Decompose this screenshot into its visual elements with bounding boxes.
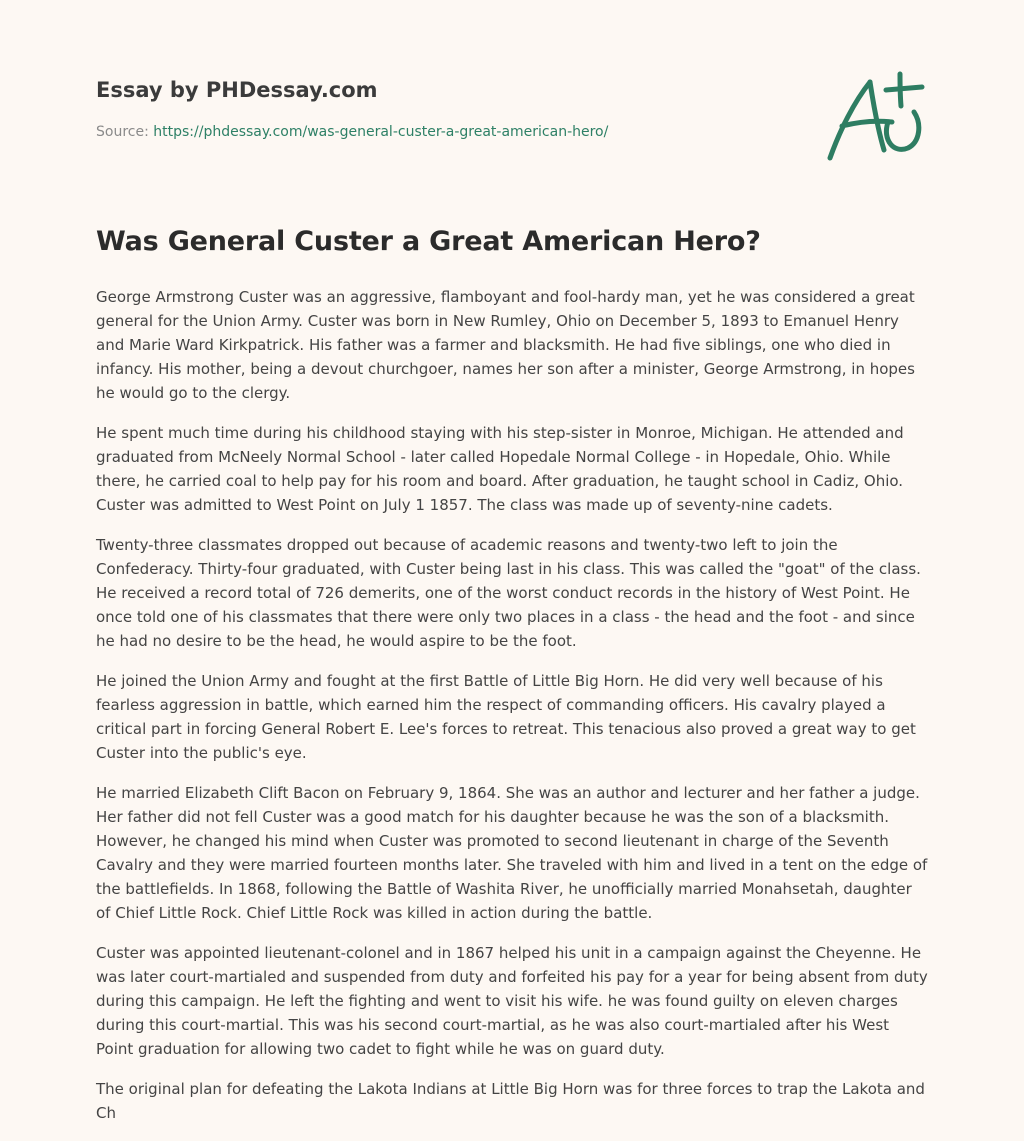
essay-paragraph: Custer was appointed lieutenant-colonel and in 1867 helped his unit in a campaign against the Cheyenne. He was later court-martialed and suspended from duty and forfeited his pay for a year for being absent from duty during this campaign. He left the fighting and went to visit his wife. he was found guilty on eleven charges during this court-martial. This was his second court-martial, as he was also court-martialed after his West Point graduation for allowing two cadet to fight while he was on guard duty. [96,944,928,1058]
essay-paragraph: He married Elizabeth Clift Bacon on February 9, 1864. She was an author and lecturer and her father a judge. Her father did not fell Custer was a good match for his daughter because he was the son of a blacksmith. However, he changed his mind when Custer was promoted to second lieutenant in charge of the Seventh Cavalry and they were married fourteen months later. She traveled with him and lived in a tent on the edge of the battlefields. In 1868, following the Battle of Washita River, he unofficially married Monahsetah, daughter of Chief Little Rock. Chief Little Rock was killed in action during the battle. [96,784,928,922]
essay-paragraph: George Armstrong Custer was an aggressive, flamboyant and fool-hardy man, yet he was considered a great general for the Union Army. Custer was born in New Rumley, Ohio on December 5, 1893 to Emanuel Henry and Marie Ward Kirkpatrick. His father was a farmer and blacksmith. He had five siblings, one who died in infancy. His mother, being a devout churchgoer, names her son after a minister, George Armstrong, in hopes he would go to the clergy. [96,288,915,402]
essay-paragraph: The original plan for defeating the Lakota Indians at Little Big Horn was for three forces to trap the Lakota and Ch [96,1080,925,1122]
essay-body [96,285,930,1141]
essay-paragraph: He joined the Union Army and fought at the first Battle of Little Big Horn. He did very well because of his fearless aggression in battle, which earned him the respect of commanding officers. His cavalry played a critical part in forcing General Robert E. Lee's forces to retreat. This tenacious also proved a great way to get Custer into the public's eye. [96,672,916,762]
essay-paragraph: He spent much time during his childhood staying with his step-sister in Monroe, Michigan. He attended and graduated from McNeely Normal School - later called Hopedale Normal College - in Hopedale, Ohio. While there, he carried coal to help pay for his room and board. After graduation, he taught school in Cadiz, Ohio. Custer was admitted to West Point on July 1 1857. The class was made up of seventy-nine cadets. [96,424,904,514]
essay-title: Was General Custer a Great American Hero? [96,226,761,257]
essay-paragraph: Twenty-three classmates dropped out because of academic reasons and twenty-two left to join the Confederacy. Thirty-four graduated, with Custer being last in his class. This was called the "goat" of the class. He received a record total of 726 demerits, one of the worst conduct records in the history of West Point. He once told one of his classmates that there were only two places in a class - the head and the foot - and since he had no desire to be the head, he would aspire to be the foot. [96,536,921,650]
a-plus-logo-icon [822,68,932,164]
source-line [96,124,608,140]
source-link[interactable]: https://phdessay.com/was-general-custer-a-great-american-hero/ [153,124,609,140]
source-label: Source: [96,124,154,140]
site-brand: Essay by PHDessay.com [96,78,378,102]
